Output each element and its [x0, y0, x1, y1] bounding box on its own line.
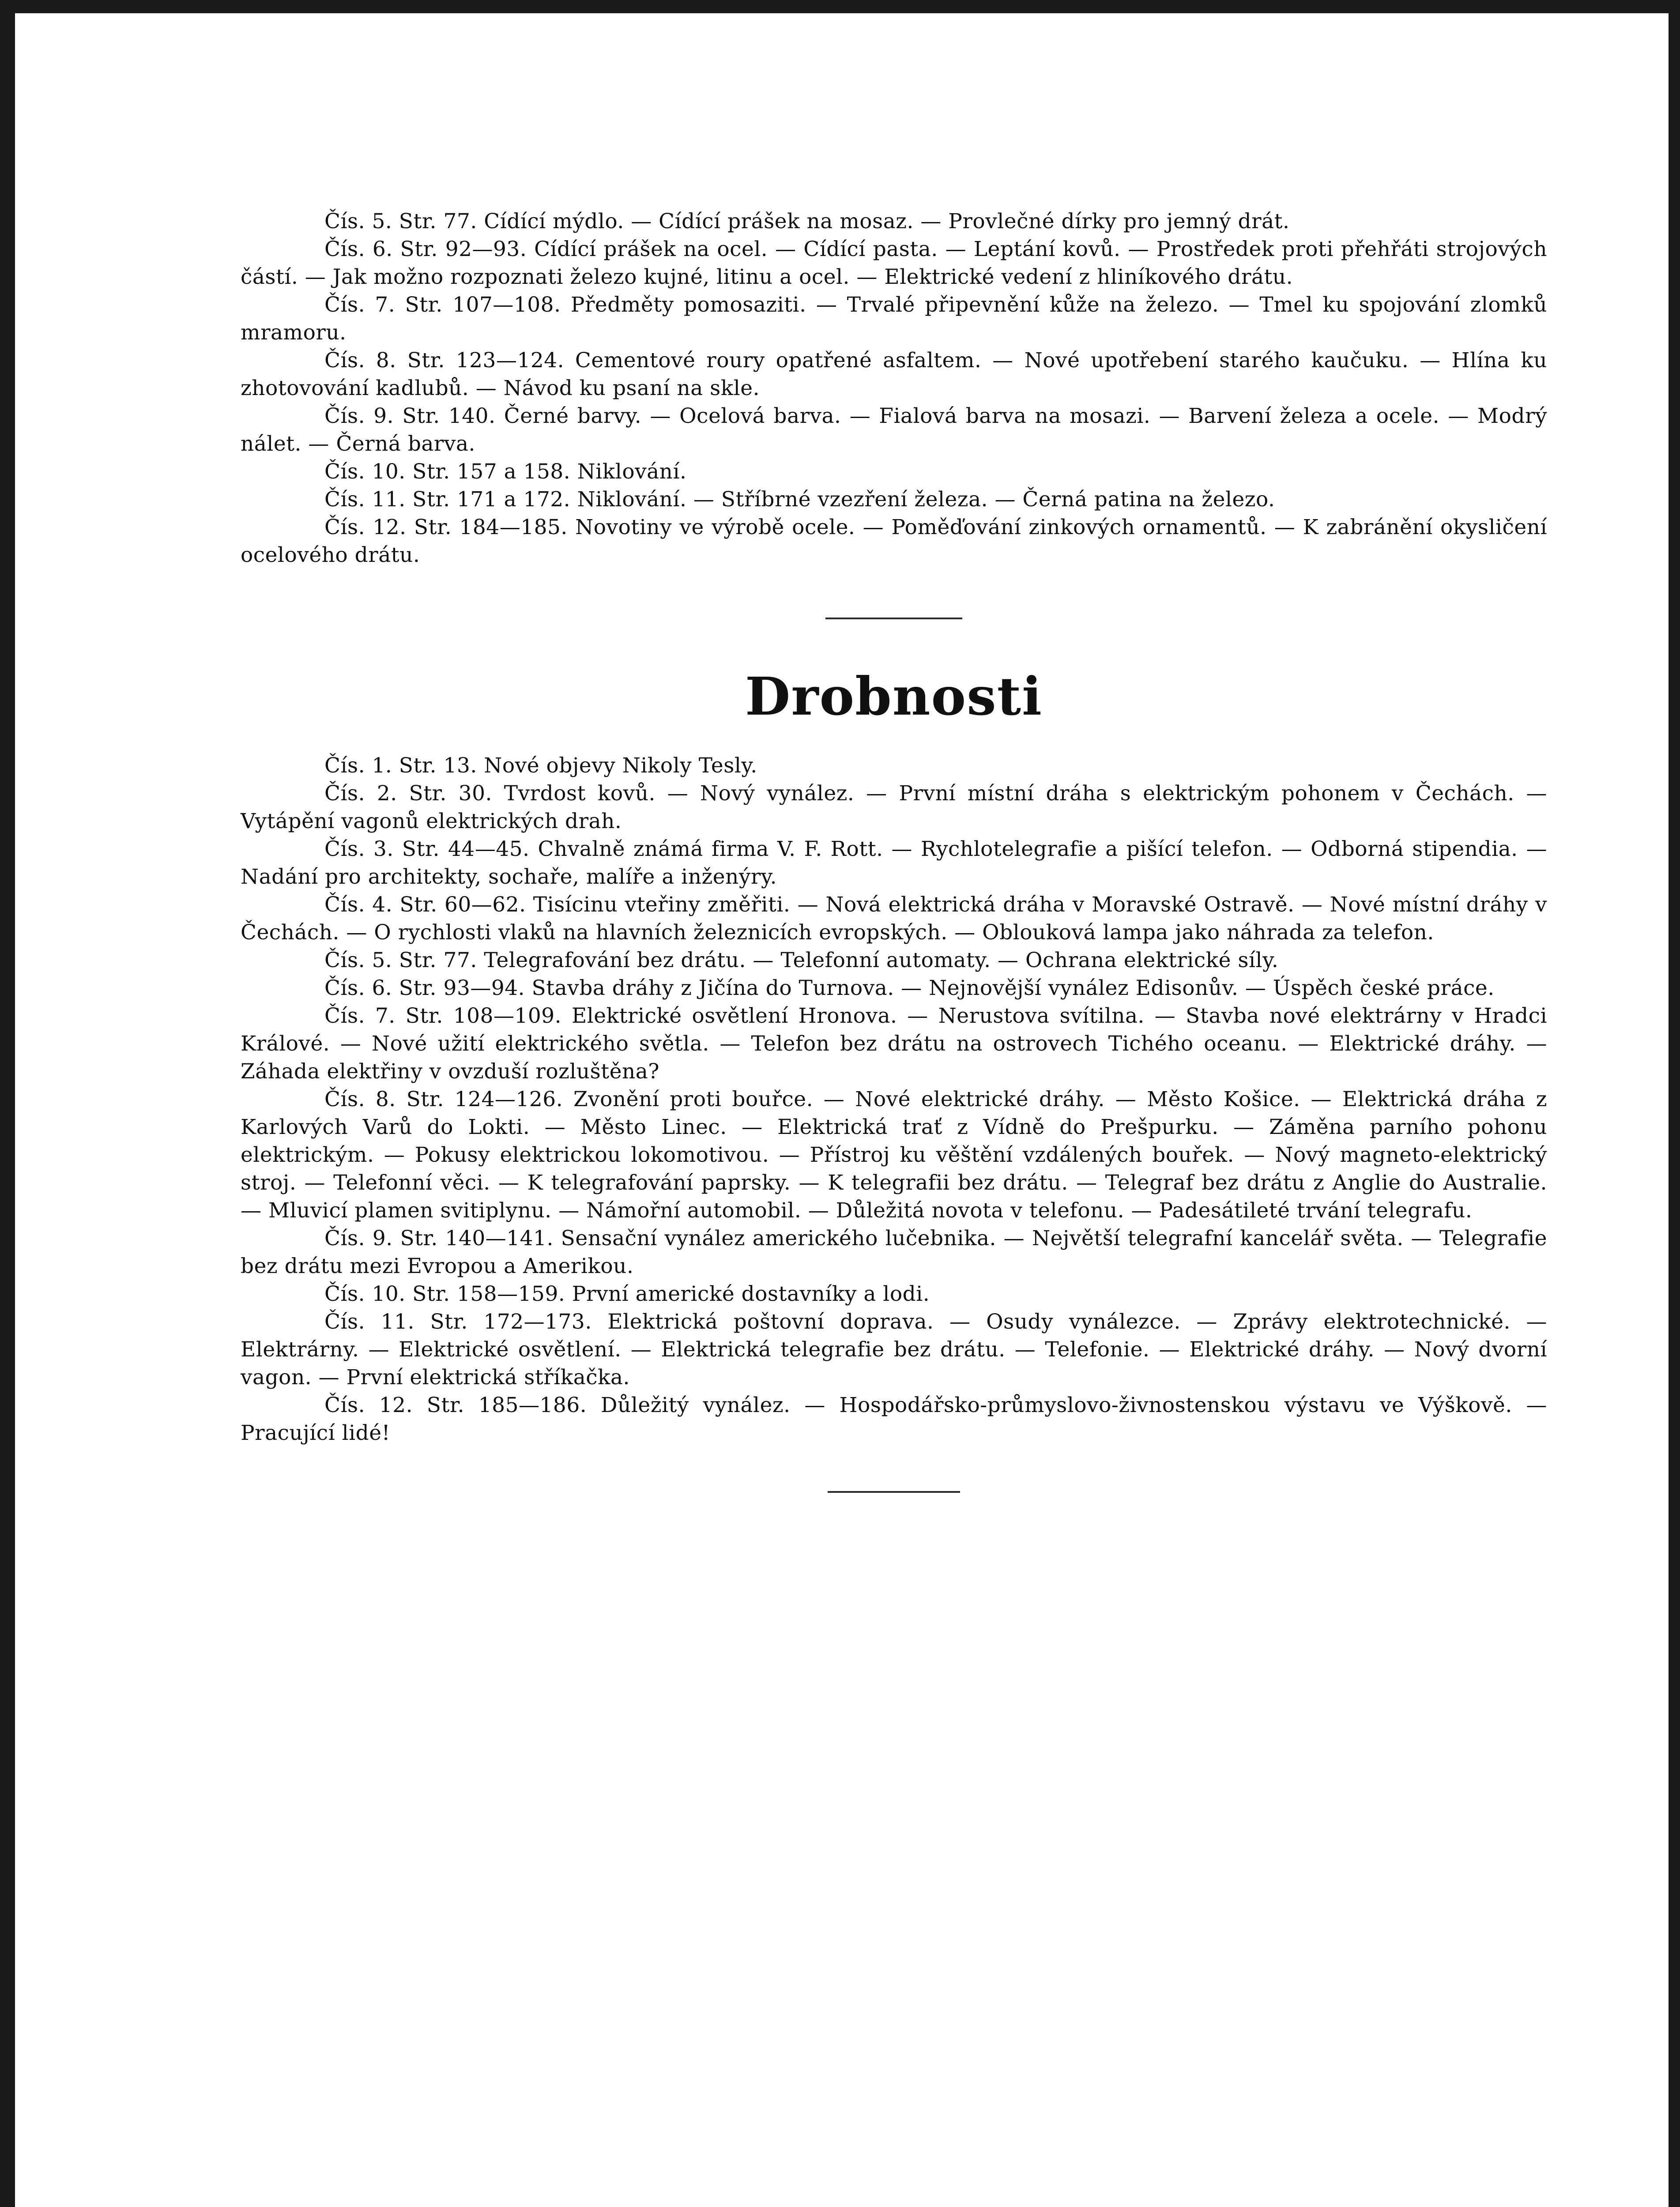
index-entry: Čís. 10. Str. 157 a 158. Niklování. — [324, 459, 687, 484]
index-entry: Čís. 2. Str. 30. Tvrdost kovů. — Nový vynález. — První místní dráha s elektrickým pohonem v Čechách. — Vytápění vagonů elektrických drah. — [241, 781, 1547, 833]
index-entry: Čís. 3. Str. 44—45. Chvalně známá firma V. F. Rott. — Rychlotelegrafie a pišící telefon. — Odborná stipendia. — Nadání pro architekty, sochaře, malíře a inženýry. — [241, 837, 1547, 889]
index-entry: Čís. 9. Str. 140. Černé barvy. — Ocelová barva. — Fialová barva na mosazi. — Barvení železa a ocele. — Modrý nálet. — Černá barva. — [241, 404, 1547, 456]
scan-border-right — [1669, 0, 1680, 2207]
index-entry: Čís. 5. Str. 77. Telegrafování bez drátu. — Telefonní automaty. — Ochrana elektrické síly. — [324, 948, 1279, 972]
index-entry: Čís. 12. Str. 184—185. Novotiny ve výrobě ocele. — Poměďování zinkových ornamentů. — K zabránění okysličení ocelového drátu. — [241, 515, 1547, 567]
index-entry: Čís. 7. Str. 107—108. Předměty pomosaziti. — Trvalé připevnění kůže na železo. — Tmel ku spojování zlomků mramoru. — [241, 293, 1547, 345]
index-entry: Čís. 6. Str. 92—93. Cídící prášek na ocel. — Cídící pasta. — Leptání kovů. — Prostředek proti přehřáti strojových částí. — Jak možno rozpoznati železo kujné, litinu a ocel. — Elektrické vedení z hliníkového drátu. — [241, 237, 1547, 289]
index-entry: Čís. 6. Str. 93—94. Stavba dráhy z Jičína do Turnova. — Nejnovější vynález Edisonův. — Úspěch české práce. — [324, 976, 1495, 1000]
index-entry: Čís. 8. Str. 124—126. Zvonění proti bouřce. — Nové elektrické dráhy. — Město Košice. — Elektrická dráha z Karlových Varů do Lokti. — Město Linec. — Elektrická trať z Vídně do Prešpurku. — Záměna parního pohonu elektrickým. — Pokusy elektrickou lokomotivou. — Přístroj ku věštění vzdálených bouřek. — Nový magneto-elektrický stroj. — Telefonní věci. — K telegrafování paprsky. — K telegrafii bez drátu. — Telegraf bez drátu z Anglie do Australie. — Mluvicí plamen svitiplynu. — Námořní automobil. — Důležitá novota v telefonu. — Padesátileté trvání telegrafu. — [241, 1087, 1547, 1223]
index-entry: Čís. 10. Str. 158—159. První americké dostavníky a lodi. — [324, 1282, 930, 1306]
scan-border-top — [0, 0, 1680, 13]
index-entry: Čís. 8. Str. 123—124. Cementové roury opatřené asfaltem. — Nové upotřebení starého kaučuku. — Hlína ku zhotovování kadlubů. — Návod ku psaní na skle. — [241, 348, 1547, 400]
index-entry: Čís. 7. Str. 108—109. Elektrické osvětlení Hronova. — Nerustova svítilna. — Stavba nové elektrárny v Hradci Králové. — Nové užití elektrického světla. — Telefon bez drátu na ostrovech Tichého oceanu. — Elektrické dráhy. — Záhada elektřiny v ovzduší rozluštěna? — [241, 1004, 1547, 1084]
index-entry: Čís. 4. Str. 60—62. Tisícinu vteřiny změřiti. — Nová elektrická dráha v Moravské Ostravě. — Nové místní dráhy v Čechách. — O rychlosti vlaků na hlavních železnicích evropských. — Oblouková lampa jako náhrada za telefon. — [241, 893, 1547, 945]
scan-border-left — [0, 0, 15, 2207]
index-entry: Čís. 1. Str. 13. Nové objevy Nikoly Tesly. — [324, 753, 757, 778]
index-entry: Čís. 11. Str. 172—173. Elektrická poštovní doprava. — Osudy vynálezce. — Zprávy elektrotechnické. — Elektrárny. — Elektrické osvětlení. — Elektrická telegrafie bez drátu. — Telefonie. — Elektrické dráhy. — Nový dvorní vagon. — První elektrická stříkačka. — [241, 1310, 1547, 1390]
text-column — [241, 207, 1547, 1493]
section-title-drobnosti: Drobnosti — [745, 666, 1043, 727]
section-divider — [825, 618, 962, 619]
section-one-index — [241, 207, 1547, 569]
index-entry: Čís. 9. Str. 140—141. Sensační vynález amerického lučebnika. — Největší telegrafní kancelář světa. — Telegrafie bez drátu mezi Evropou a Amerikou. — [241, 1226, 1547, 1278]
index-entry: Čís. 12. Str. 185—186. Důležitý vynález. — Hospodářsko-průmyslovo-živnostenskou výstavu ve Výškově. — Pracující lidé! — [241, 1393, 1547, 1445]
end-divider — [828, 1491, 960, 1493]
index-entry: Čís. 11. Str. 171 a 172. Niklování. — Stříbrné vzezření železa. — Černá patina na železo. — [324, 487, 1275, 512]
index-entry: Čís. 5. Str. 77. Cídící mýdlo. — Cídící prášek na mosaz. — Provlečné dírky pro jemný drát. — [324, 209, 1290, 234]
section-two-index — [241, 752, 1547, 1447]
